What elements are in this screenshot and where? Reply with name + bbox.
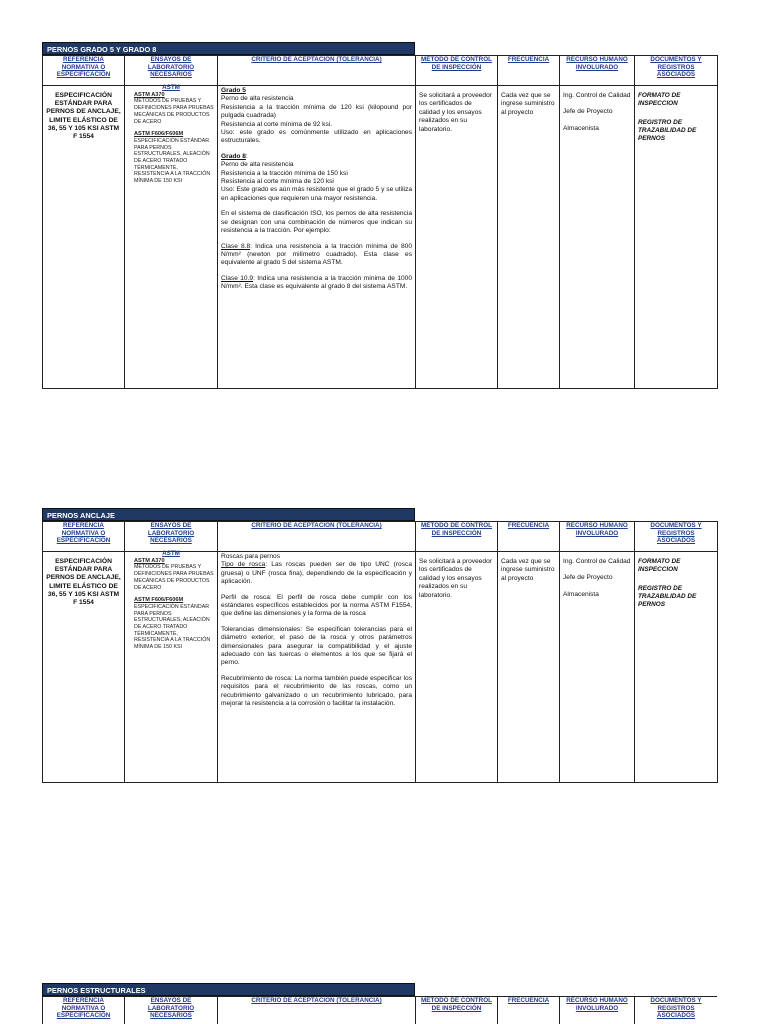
doc-trace: REGISTRO DE TRAZABILIDAD DE PERNOS (638, 585, 697, 608)
header-row (43, 56, 718, 86)
ref-spec: ESPECIFICACIÓN ESTÁNDAR PARA PERNOS DE ANCLAJE, LIMITE ELÁSTICO DE 36, 55 Y 105 KSI ASTM F 1554 (43, 552, 125, 783)
header-frequency: FRECUENCIA (498, 997, 560, 1024)
grade8-line: Resistencia al corte mínima de 120 ksi (221, 178, 334, 186)
lab-tests (125, 86, 218, 389)
doc-form: FORMATO DE INSPECCION (638, 558, 681, 573)
grade5-line: Perno de alta resistencia (221, 95, 294, 103)
lab-f606-desc: ESPECIFICACIÓN ESTÁNDAR PARA PERNOS ESTRUCTURALES, ALEACIÓN DE ACERO TRATADO TÉRMICAMENTE, RESISTENCIA A LA TRACCIÓN MÍNIMA DE 150 KSI (134, 137, 211, 185)
lab-a370-title: ASTM A370 (134, 557, 165, 564)
documents-cell (635, 552, 718, 783)
spec-table (42, 996, 717, 1024)
table-row (43, 552, 718, 783)
header-frequency: FRECUENCIA (498, 56, 560, 86)
lab-f606-title: ASTM F606/F606M (134, 131, 184, 138)
thread-intro: Roscas para pernos (221, 553, 281, 560)
frequency-cell: Cada vez que se ingrese suministro al proyecto (498, 86, 560, 389)
header-human-resource: RECURSO HUMANO INVOLURADO (560, 997, 635, 1024)
lab-tests (125, 552, 218, 783)
header-documents: DOCUMENTOS Y REGISTROS ASOCIADOS (635, 997, 718, 1024)
hr-store: Almacenista (563, 590, 599, 598)
table-row (43, 86, 718, 389)
class109-label: Clase 10.9 (221, 274, 254, 282)
criteria-cell (218, 552, 416, 783)
human-resource-cell (560, 552, 635, 783)
grade8-title: Grado 8 (221, 152, 246, 160)
ref-spec: ESPECIFICACIÓN ESTÁNDAR PARA PERNOS DE ANCLAJE, LIMITE ELÁSTICO DE 36, 55 Y 105 KSI ASTM F 1554 (43, 86, 125, 389)
hr-project: Jefe de Proyecto (563, 108, 613, 116)
hr-quality: Ing. Control de Calidad (563, 92, 631, 99)
header-ref: REFERENCIA NORMATIVA O ESPECIFICACION (43, 997, 125, 1024)
method-cell: Se solicitará a proveedor los certificados de calidad y los ensayos realizados en su laboratorio. (416, 86, 498, 389)
header-ref: REFERENCIA NORMATIVA O ESPECIFICACION (43, 56, 125, 86)
hr-project: Jefe de Proyecto (563, 574, 613, 582)
documents-cell (635, 86, 718, 389)
section-pernos-grado (42, 42, 717, 390)
criteria-cell: Grado 5 Perno de alta resistencia Resistencia a la tracción mínima de 120 ksi (kilopound por pulgada cuadrada) Resistencia al corte mínima de 92 ksi. Uso: este grado es comúnmente utilizado en aplicaciones estructurales. Grado 8: Perno de alta resistencia Resistencia a la tracción mínima de 150 ksi Resistencia al corte mínima de 120 ksi Uso: Este grado es aún más resistente que el grado 5 y se utiliza en aplicaciones que requieren una mayor resistencia. En el sistema de clasificación ISO, los pernos de alta resistencia se designan con una combinación de números que indican su resistencia a la tracción. Por ejemplo: Clase 8.8: Indica una resistencia a la tracción mínima de 800 N/mm² (newton por milímetro cuadrado). Esta clase es equivalente al grado 5 del sistema ASTM. Clase 10.9: Indica una resistencia a la tracción mínima de 1000 N/mm². Esta clase es equivalente al grado 8 del sistema ASTM. (218, 86, 416, 389)
lab-astm-label: ASTM (162, 550, 180, 557)
hr-store: Almacenista (563, 124, 599, 132)
class88-text: : Indica una resistencia a la tracción mínima de 800 N/mm² (newton por milímetro cuadrado). Esta clase es equivalente al grado 5 del sistema ASTM. (221, 242, 413, 267)
grade5-line: Resistencia al corte mínima de 92 ksi. (221, 120, 333, 128)
header-ref: REFERENCIA NORMATIVA O ESPECIFICACION (43, 522, 125, 552)
section-pernos-estructurales (42, 983, 717, 1024)
section-title: PERNOS ESTRUCTURALES (42, 983, 415, 996)
section-title: PERNOS ANCLAJE (42, 508, 415, 521)
thread-type-text: : Las roscas pueden ser de tipo UNC (rosca gruesa) o UNF (rosca fina), dependiendo de la especificación y aplicación. (221, 561, 412, 586)
hr-quality: Ing. Control de Calidad (563, 558, 631, 565)
class88-label: Clase 8.8 (221, 242, 251, 250)
header-row (43, 522, 718, 552)
section-pernos-anclaje (42, 508, 717, 784)
header-lab: ENSAYOS DE LABORATORIO NECESARIOS (125, 997, 218, 1024)
method-cell: Se solicitará a proveedor los certificados de calidad y los ensayos realizados en su laboratorio. (416, 552, 498, 783)
grade5-line: Uso: este grado es comúnmente utilizado en aplicaciones estructurales. (221, 129, 412, 145)
header-method: MÉTODO DE CONTROL DE INSPECCIÓN (416, 522, 498, 552)
thread-profile: Perfil de rosca: El perfil de rosca debe cumplir con los estándares específicos establecidos por la norma ASTM F1554, que define las dimensiones y la forma de la rosca (221, 593, 412, 618)
grade8-line: Perno de alta resistencia (221, 161, 294, 169)
lab-a370-desc: MÉTODOS DE PRUEBAS Y DEFINICIONES PARA PRUEBAS MECÁNICAS DE PRODUCTOS DE ACERO (134, 564, 214, 591)
doc-trace: REGISTRO DE TRAZABILIDAD DE PERNOS (638, 119, 697, 142)
section-title: PERNOS GRADO 5 Y GRADO 8 (42, 42, 415, 55)
spec-table (42, 55, 718, 389)
header-documents: DOCUMENTOS Y REGISTROS ASOCIADOS (635, 522, 718, 552)
header-frequency: FRECUENCIA (498, 522, 560, 552)
header-method: MÉTODO DE CONTROL DE INSPECCIÓN (416, 997, 498, 1024)
header-method: MÉTODO DE CONTROL DE INSPECCIÓN (416, 56, 498, 86)
header-criteria: CRITERIO DE ACEPTACIÓN (TOLERANCIA) (218, 56, 416, 86)
lab-astm-label: ASTM (162, 84, 180, 91)
header-criteria: CRITERIO DE ACEPTACIÓN (TOLERANCIA) (218, 997, 416, 1024)
grade8-line: Resistencia a la tracción mínima de 150 ksi (221, 169, 348, 177)
lab-f606-title: ASTM F606/F606M (134, 597, 184, 604)
thread-type-label: Tipo de rosca (221, 561, 266, 569)
class109-text: : Indica una resistencia a la tracción mínima de 1000 N/mm². Esta clase es equivalente al grado 8 del sistema ASTM. (221, 274, 412, 291)
header-human-resource: RECURSO HUMANO INVOLURADO (560, 56, 635, 86)
spec-table (42, 521, 718, 783)
header-row (43, 997, 718, 1024)
lab-a370-desc: MÉTODOS DE PRUEBAS Y DEFINICIONES PARA PRUEBAS MECÁNICAS DE PRODUCTOS DE ACERO (134, 98, 214, 125)
header-criteria: CRITERIO DE ACEPTACIÓN (TOLERANCIA) (218, 522, 416, 552)
header-human-resource: RECURSO HUMANO INVOLURADO (560, 522, 635, 552)
doc-form: FORMATO DE INSPECCION (638, 92, 681, 107)
header-lab: ENSAYOS DE LABORATORIO NECESARIOS (125, 56, 218, 86)
grade8-line: Uso: Este grado es aún más resistente que el grado 5 y se utiliza en aplicaciones que requieren una mayor resistencia. (221, 186, 412, 202)
lab-a370-title: ASTM A370 (134, 91, 165, 98)
frequency-cell: Cada vez que se ingrese suministro al proyecto (498, 552, 560, 783)
thread-tolerances: Tolerancias dimensionales: Se especifican tolerancias para el diámetro exterior, el paso de la rosca y otros parámetros dimensionales para asegurar la compatibilidad y el ajuste adecuado con las tuercas o elementos a los que se fijará el perno. (221, 625, 412, 667)
header-lab: ENSAYOS DE LABORATORIO NECESARIOS (125, 522, 218, 552)
iso-intro: En el sistema de clasificación ISO, los pernos de alta resistencia se designan con una combinación de números que indican su resistencia a la tracción. Por ejemplo: (221, 210, 412, 235)
thread-coating: Recubrimiento de rosca: La norma también puede especificar los requisitos para el recubrimiento de las roscas, como un recubrimiento galvanizado o un recubrimiento lubricado, para mejorar la resistencia a la corrosión o facilitar la instalación. (221, 674, 412, 708)
grade5-line: Resistencia a la tracción mínima de 120 ksi (kilopound por pulgada cuadrada) (221, 103, 412, 120)
lab-f606-desc: ESPECIFICACIÓN ESTÁNDAR PARA PERNOS ESTRUCTURALES, ALEACIÓN DE ACERO TRATADO TÉRMICAMENTE, RESISTENCIA A LA TRACCIÓN MÍNIMA DE 150 KSI (134, 603, 211, 651)
human-resource-cell (560, 86, 635, 389)
grade5-title: Grado 5 (221, 87, 246, 94)
header-documents: DOCUMENTOS Y REGISTROS ASOCIADOS (635, 56, 718, 86)
